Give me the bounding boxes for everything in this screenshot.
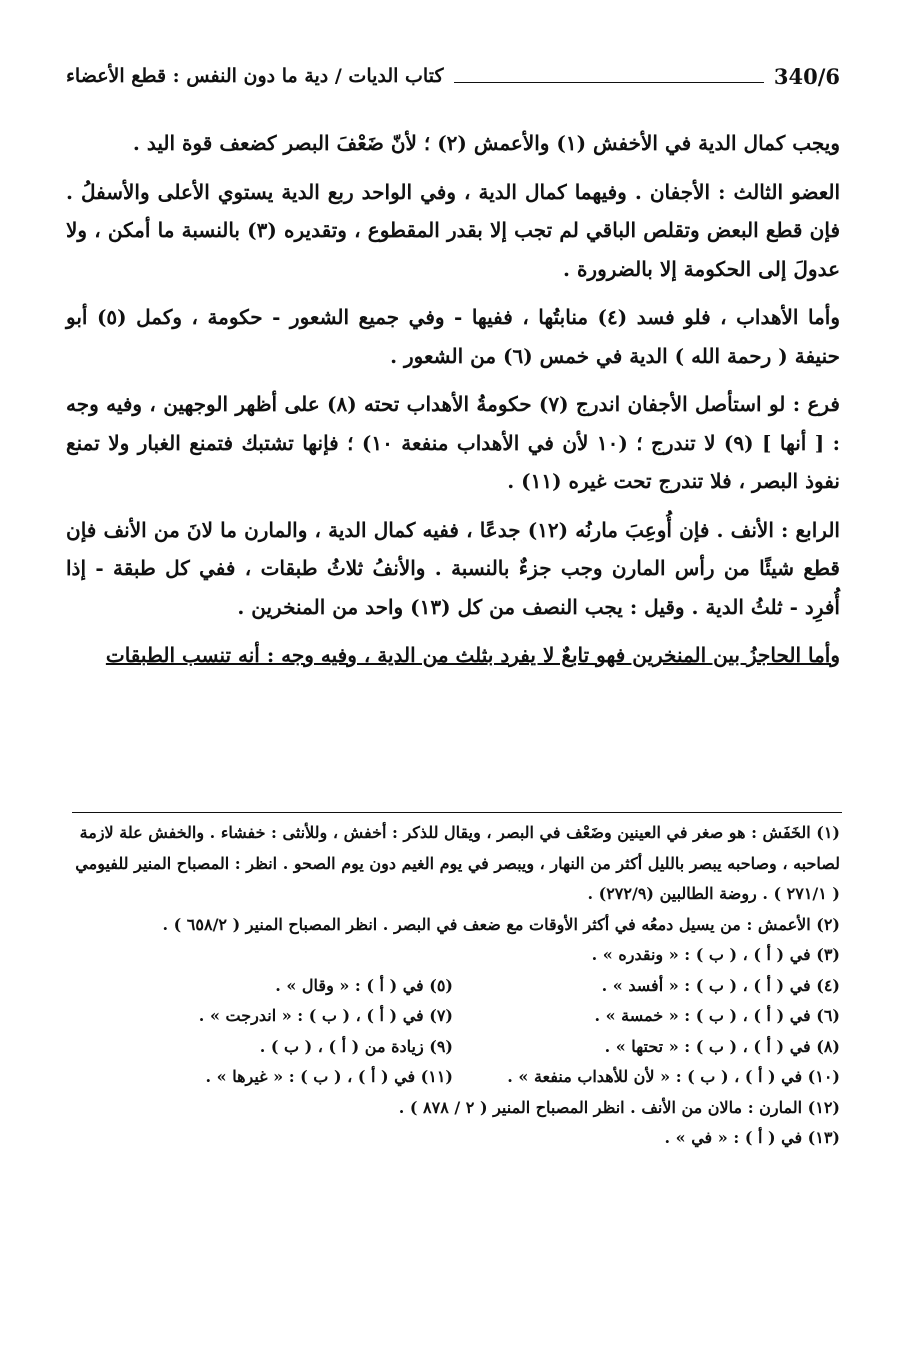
header-rule xyxy=(454,82,764,83)
footnote: (٣) في ( أ ) ، ( ب ) : « ونقدره » . xyxy=(591,945,840,964)
footnote-row xyxy=(66,1062,840,1093)
footnote: (١) الخَفَش : هو صغر في العينين وضَعْف في البصر ، ويقال للذكر : أخفش ، وللأنثى : خفشاء . والخفش علة لازمة لصاحبه ، وصاحبه يبصر بالليل أكثر من النهار ، ويبصر في يوم الغيم دون يوم الصحو . انظر : المصباح المنير للفيومي ( ٢٧١/١ ) . روضة الطالبين (٢٧٢/٩) . xyxy=(75,823,840,903)
paragraph: فرع : لو استأصل الأجفان اندرج (٧) حكومةُ الأهداب تحته (٨) على أظهر الوجهين ، وفيه وجه : [ أنها ] (٩) لا تندرج ؛ (١٠ لأن في الأهداب منفعة ١٠) ؛ فإنها تشتبك فتمنع الغبار ولا تمنع نفوذ البصر ، فلا تندرج تحت غيره (١١) . xyxy=(66,392,840,493)
paragraph: وأما الأهداب ، فلو فسد (٤) منابتُها ، ففيها - وفي جميع الشعور - حكومة ، وكمل (٥) أبو حنيفة ( رحمة الله ) الدية في خمس (٦) من الشعور . xyxy=(66,305,841,368)
footnote: (٤) في ( أ ) ، ( ب ) : « أفسد » . xyxy=(601,975,840,995)
header-title: كتاب الديات / دية ما دون النفس : قطع الأعضاء xyxy=(66,65,444,87)
paragraph: الرابع : الأنف . فإن أُوعِبَ مارنُه (١٢) جدعًا ، ففيه كمال الدية ، والمارن ما لانَ من الأنف فإن قطع شيئًا من رأس المارن وجب جزءٌ بالنسبة . والأنفُ ثلاثُ طبقات ، ففي كل طبقة - إذا أُفرِد - ثلثُ الدية . وقيل : يجب النصف من كل (١٣) واحد من المنخرين . xyxy=(66,517,840,619)
footnote: (٨) في ( أ ) ، ( ب ) : « تحتها » . xyxy=(604,1036,840,1056)
paragraph: وأما الحاجزُ بين المنخرين فهو تابعٌ لا يفرد بثلث من الدية ، وفيه وجه : أنه تنسب الطبقات xyxy=(105,643,840,667)
footnote: (١٢) المارن : مالان من الأنف . انظر المصباح المنير ( ٢ / ٨٧٨ ) . xyxy=(398,1097,840,1117)
footnote: (٩) زيادة من ( أ ) ، ( ب ) . xyxy=(259,1036,453,1056)
paragraph: ويجب كمال الدية في الأخفش (١) والأعمش (٢) ؛ لأنّ ضَعْفَ البصر كضعف قوة اليد . xyxy=(132,131,840,155)
footnote: (٥) في ( أ ) : « وقال » . xyxy=(275,975,453,995)
footnote: (١٣) في ( أ ) : « في » . xyxy=(664,1128,840,1147)
footnotes xyxy=(66,818,840,1154)
running-header xyxy=(66,58,840,94)
footnote: (٦) في ( أ ) ، ( ب ) : « خمسة » . xyxy=(594,1006,840,1025)
footnote: (٧) في ( أ ) ، ( ب ) : « اندرجت » . xyxy=(198,1006,453,1025)
footnote-separator xyxy=(72,812,842,813)
footnote-row xyxy=(66,971,840,1002)
footnote-row xyxy=(66,1032,840,1063)
main-text xyxy=(66,124,840,685)
page-number: 340/6 xyxy=(773,63,840,89)
footnote-row xyxy=(66,1001,840,1032)
footnote: (٢) الأعمش : من يسيل دمعُه في أكثر الأوقات مع ضعف في البصر . انظر المصباح المنير ( ٦٥٨/٢ ) . xyxy=(162,914,840,934)
paragraph: العضو الثالث : الأجفان . وفيهما كمال الدية ، وفي الواحد ربع الدية يستوي الأعلى والأسفلُ . فإن قطع البعض وتقلص الباقي لم تجب إلا بقدر المقطوع ، وتقديره (٣) بالنسبة ما أمكن ، ولا عدولَ إلى الحكومة إلا بالضرورة . xyxy=(66,179,841,281)
footnote: (١٠) في ( أ ) ، ( ب ) : « لأن للأهداب منفعة » . xyxy=(507,1067,840,1086)
footnote: (١١) في ( أ ) ، ( ب ) : « غيرها » . xyxy=(205,1067,453,1086)
